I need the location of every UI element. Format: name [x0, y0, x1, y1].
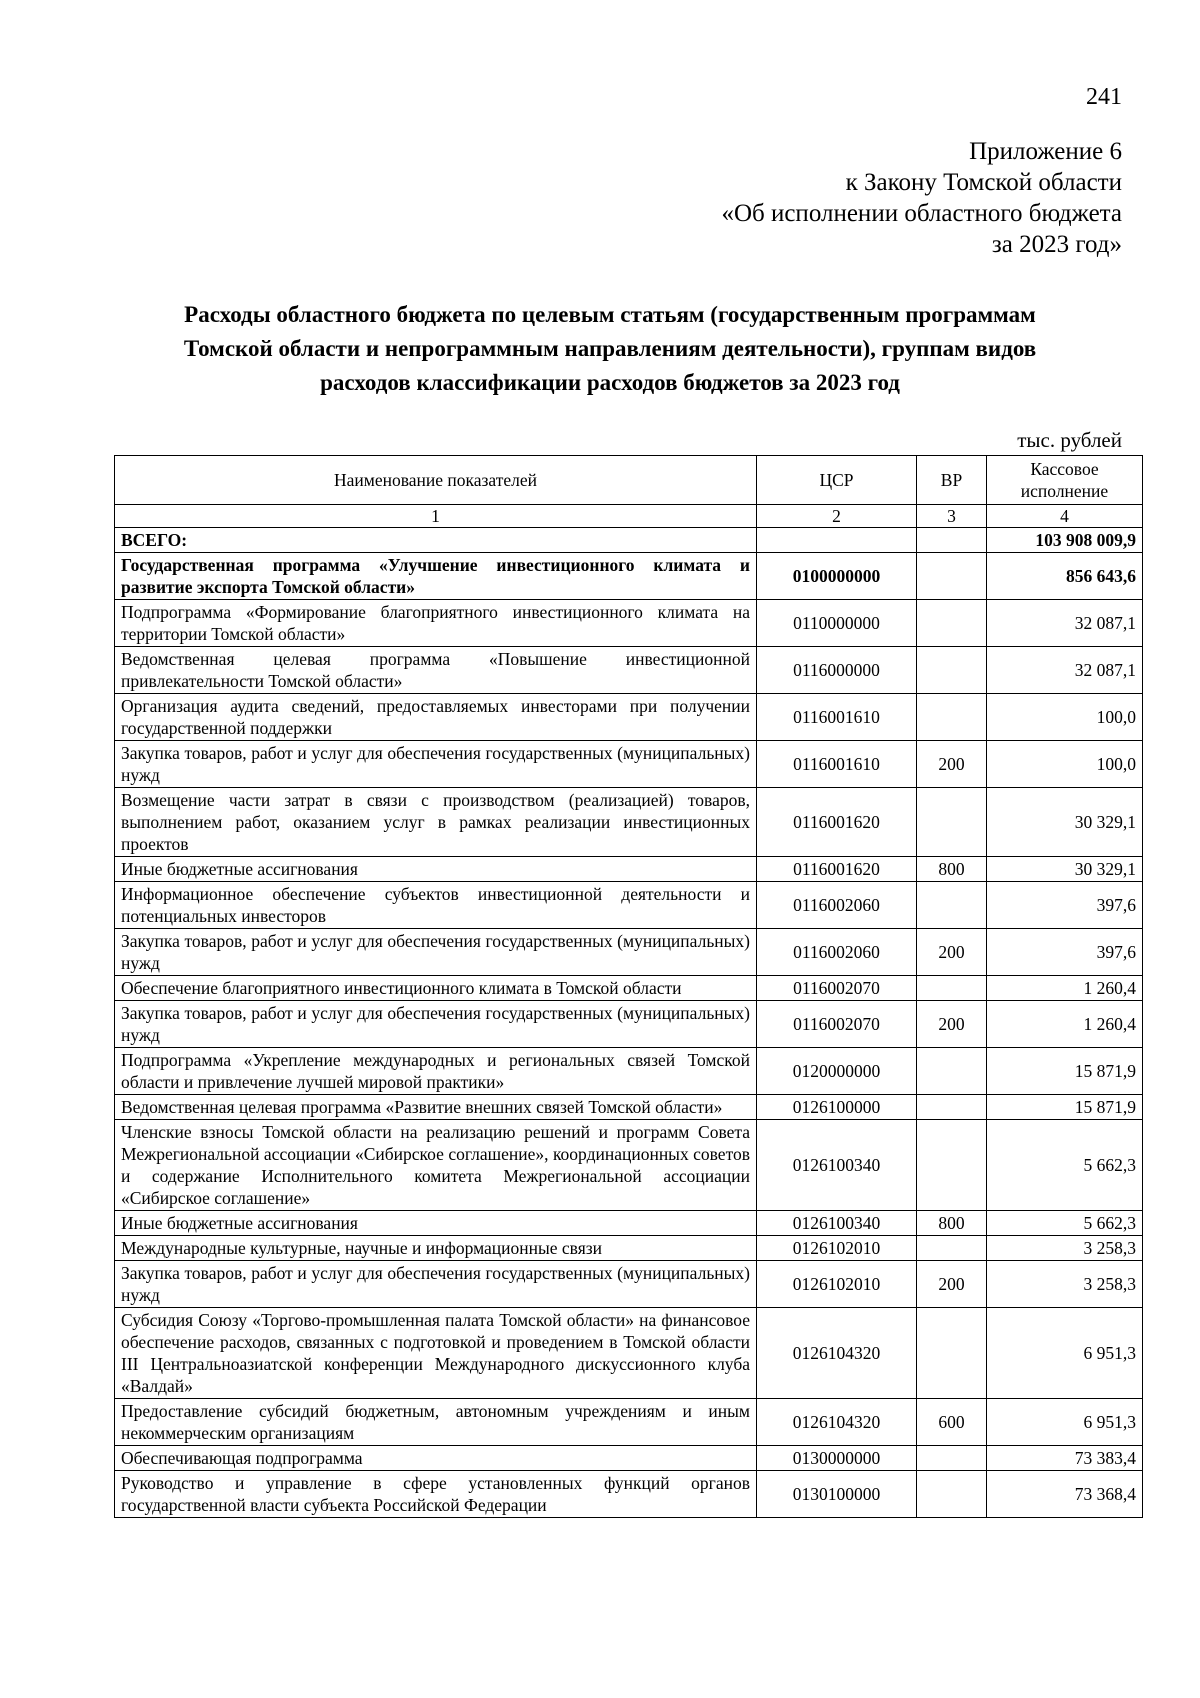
cell-vr	[917, 1095, 987, 1120]
table-row	[115, 600, 1143, 647]
cell-name: ВСЕГО:	[115, 528, 757, 553]
table-row	[115, 1001, 1143, 1048]
cell-vr	[917, 528, 987, 553]
cell-sum: 6 951,3	[987, 1308, 1143, 1399]
cell-vr: 200	[917, 1261, 987, 1308]
column-number: 4	[987, 505, 1143, 528]
table-body	[115, 528, 1143, 1518]
header-sum: Кассовое исполнение	[987, 456, 1143, 505]
cell-csr: 0116000000	[757, 647, 917, 694]
cell-vr	[917, 882, 987, 929]
cell-sum: 3 258,3	[987, 1236, 1143, 1261]
title-line: Томской области и непрограммным направлениям деятельности), группам видов	[183, 336, 1037, 361]
cell-sum: 30 329,1	[987, 788, 1143, 857]
cell-sum: 6 951,3	[987, 1399, 1143, 1446]
cell-vr	[917, 1236, 987, 1261]
table-row	[115, 741, 1143, 788]
appendix-line: за 2023 год»	[991, 231, 1122, 258]
table-row	[115, 553, 1143, 600]
cell-vr	[917, 1048, 987, 1095]
page-number: 241	[1086, 84, 1122, 110]
cell-sum: 1 260,4	[987, 1001, 1143, 1048]
cell-vr	[917, 694, 987, 741]
cell-sum: 5 662,3	[987, 1211, 1143, 1236]
cell-sum: 15 871,9	[987, 1095, 1143, 1120]
cell-vr	[917, 1308, 987, 1399]
table-row	[115, 1095, 1143, 1120]
table-row	[115, 1446, 1143, 1471]
cell-sum: 30 329,1	[987, 857, 1143, 882]
header-name: Наименование показателей	[115, 456, 757, 505]
table-row	[115, 1048, 1143, 1095]
cell-vr: 800	[917, 857, 987, 882]
appendix-line: к Закону Томской области	[845, 169, 1122, 196]
table-row	[115, 647, 1143, 694]
header-vr: ВР	[917, 456, 987, 505]
cell-csr: 0116002060	[757, 882, 917, 929]
cell-name: Субсидия Союзу «Торгово-промышленная палата Томской области» на финансовое обеспечение расходов, связанных с подготовкой и проведением в Томской области III Центральноазиатской конференции Международного дискуссионного клуба «Валдай»	[115, 1308, 757, 1399]
cell-sum: 103 908 009,9	[987, 528, 1143, 553]
cell-vr	[917, 647, 987, 694]
cell-csr: 0126104320	[757, 1399, 917, 1446]
cell-name: Закупка товаров, работ и услуг для обеспечения государственных (муниципальных) нужд	[115, 929, 757, 976]
cell-name: Подпрограмма «Укрепление международных и региональных связей Томской области и привлечение лучшей мировой практики»	[115, 1048, 757, 1095]
cell-csr: 0120000000	[757, 1048, 917, 1095]
cell-csr: 0130100000	[757, 1471, 917, 1518]
cell-name: Международные культурные, научные и информационные связи	[115, 1236, 757, 1261]
column-number: 1	[115, 505, 757, 528]
cell-sum: 397,6	[987, 882, 1143, 929]
cell-name: Организация аудита сведений, предоставляемых инвесторами при получении государственной поддержки	[115, 694, 757, 741]
column-number: 2	[757, 505, 917, 528]
cell-csr: 0116002060	[757, 929, 917, 976]
cell-name: Подпрограмма «Формирование благоприятного инвестиционного климата на территории Томской области»	[115, 600, 757, 647]
cell-csr: 0116001610	[757, 741, 917, 788]
table-row	[115, 1120, 1143, 1211]
table-row	[115, 1399, 1143, 1446]
cell-sum: 1 260,4	[987, 976, 1143, 1001]
table-row	[115, 929, 1143, 976]
cell-sum: 100,0	[987, 694, 1143, 741]
cell-sum: 15 871,9	[987, 1048, 1143, 1095]
cell-sum: 397,6	[987, 929, 1143, 976]
cell-name: Членские взносы Томской области на реализацию решений и программ Совета Межрегиональной ассоциации «Сибирское соглашение», координационных советов и содержание Исполнительного комитета Межрегиональной ассоциации «Сибирское соглашение»	[115, 1120, 757, 1211]
cell-csr: 0130000000	[757, 1446, 917, 1471]
cell-vr: 800	[917, 1211, 987, 1236]
title-line: Расходы областного бюджета по целевым статьям (государственным программам	[184, 302, 1036, 327]
header-csr: ЦСР	[757, 456, 917, 505]
cell-sum: 32 087,1	[987, 647, 1143, 694]
table-row	[115, 1236, 1143, 1261]
cell-vr	[917, 976, 987, 1001]
cell-name: Предоставление субсидий бюджетным, автономным учреждениям и иным некоммерческим организациям	[115, 1399, 757, 1446]
cell-sum: 32 087,1	[987, 600, 1143, 647]
units-label: тыс. рублей	[1017, 428, 1122, 452]
appendix-header	[721, 136, 1122, 260]
cell-csr: 0110000000	[757, 600, 917, 647]
document-title	[110, 298, 1110, 400]
table-row	[115, 1471, 1143, 1518]
cell-vr: 200	[917, 741, 987, 788]
table-row	[115, 1261, 1143, 1308]
cell-name: Информационное обеспечение субъектов инвестиционной деятельности и потенциальных инвесторов	[115, 882, 757, 929]
cell-csr: 0116001620	[757, 788, 917, 857]
header-row	[115, 456, 1143, 505]
title-line: расходов классификации расходов бюджетов за 2023 год	[320, 370, 900, 395]
cell-csr: 0126100000	[757, 1095, 917, 1120]
appendix-line: Приложение 6	[969, 138, 1122, 165]
cell-vr	[917, 600, 987, 647]
table-row	[115, 1308, 1143, 1399]
table-row	[115, 976, 1143, 1001]
cell-vr	[917, 553, 987, 600]
cell-name: Иные бюджетные ассигнования	[115, 1211, 757, 1236]
cell-name: Обеспечение благоприятного инвестиционного климата в Томской области	[115, 976, 757, 1001]
cell-name: Обеспечивающая подпрограмма	[115, 1446, 757, 1471]
table-row	[115, 694, 1143, 741]
cell-vr: 200	[917, 1001, 987, 1048]
cell-csr: 0116002070	[757, 1001, 917, 1048]
table-row	[115, 1211, 1143, 1236]
cell-name: Возмещение части затрат в связи с производством (реализацией) товаров, выполнением работ, оказанием услуг в рамках реализации инвестиционных проектов	[115, 788, 757, 857]
cell-vr	[917, 1471, 987, 1518]
appendix-line: «Об исполнении областного бюджета	[721, 200, 1122, 227]
cell-sum: 856 643,6	[987, 553, 1143, 600]
cell-sum: 73 368,4	[987, 1471, 1143, 1518]
cell-csr: 0126102010	[757, 1261, 917, 1308]
cell-csr: 0126100340	[757, 1120, 917, 1211]
cell-name: Иные бюджетные ассигнования	[115, 857, 757, 882]
cell-name: Ведомственная целевая программа «Повышение инвестиционной привлекательности Томской области»	[115, 647, 757, 694]
cell-sum: 5 662,3	[987, 1120, 1143, 1211]
cell-name: Закупка товаров, работ и услуг для обеспечения государственных (муниципальных) нужд	[115, 741, 757, 788]
cell-vr: 600	[917, 1399, 987, 1446]
table-row	[115, 788, 1143, 857]
cell-vr	[917, 1446, 987, 1471]
cell-name: Руководство и управление в сфере установленных функций органов государственной власти субъекта Российской Федерации	[115, 1471, 757, 1518]
table-row	[115, 528, 1143, 553]
cell-vr	[917, 788, 987, 857]
cell-name: Ведомственная целевая программа «Развитие внешних связей Томской области»	[115, 1095, 757, 1120]
cell-name: Государственная программа «Улучшение инвестиционного климата и развитие экспорта Томской области»	[115, 553, 757, 600]
cell-sum: 73 383,4	[987, 1446, 1143, 1471]
column-number: 3	[917, 505, 987, 528]
cell-name: Закупка товаров, работ и услуг для обеспечения государственных (муниципальных) нужд	[115, 1001, 757, 1048]
cell-name: Закупка товаров, работ и услуг для обеспечения государственных (муниципальных) нужд	[115, 1261, 757, 1308]
cell-csr: 0116002070	[757, 976, 917, 1001]
cell-csr: 0126100340	[757, 1211, 917, 1236]
column-number-row	[115, 505, 1143, 528]
cell-csr: 0116001610	[757, 694, 917, 741]
cell-csr: 0100000000	[757, 553, 917, 600]
cell-csr: 0126102010	[757, 1236, 917, 1261]
cell-csr: 0126104320	[757, 1308, 917, 1399]
cell-sum: 3 258,3	[987, 1261, 1143, 1308]
cell-vr: 200	[917, 929, 987, 976]
cell-vr	[917, 1120, 987, 1211]
cell-csr: 0116001620	[757, 857, 917, 882]
budget-table	[114, 455, 1143, 1518]
cell-csr	[757, 528, 917, 553]
table-row	[115, 857, 1143, 882]
table-row	[115, 882, 1143, 929]
cell-sum: 100,0	[987, 741, 1143, 788]
